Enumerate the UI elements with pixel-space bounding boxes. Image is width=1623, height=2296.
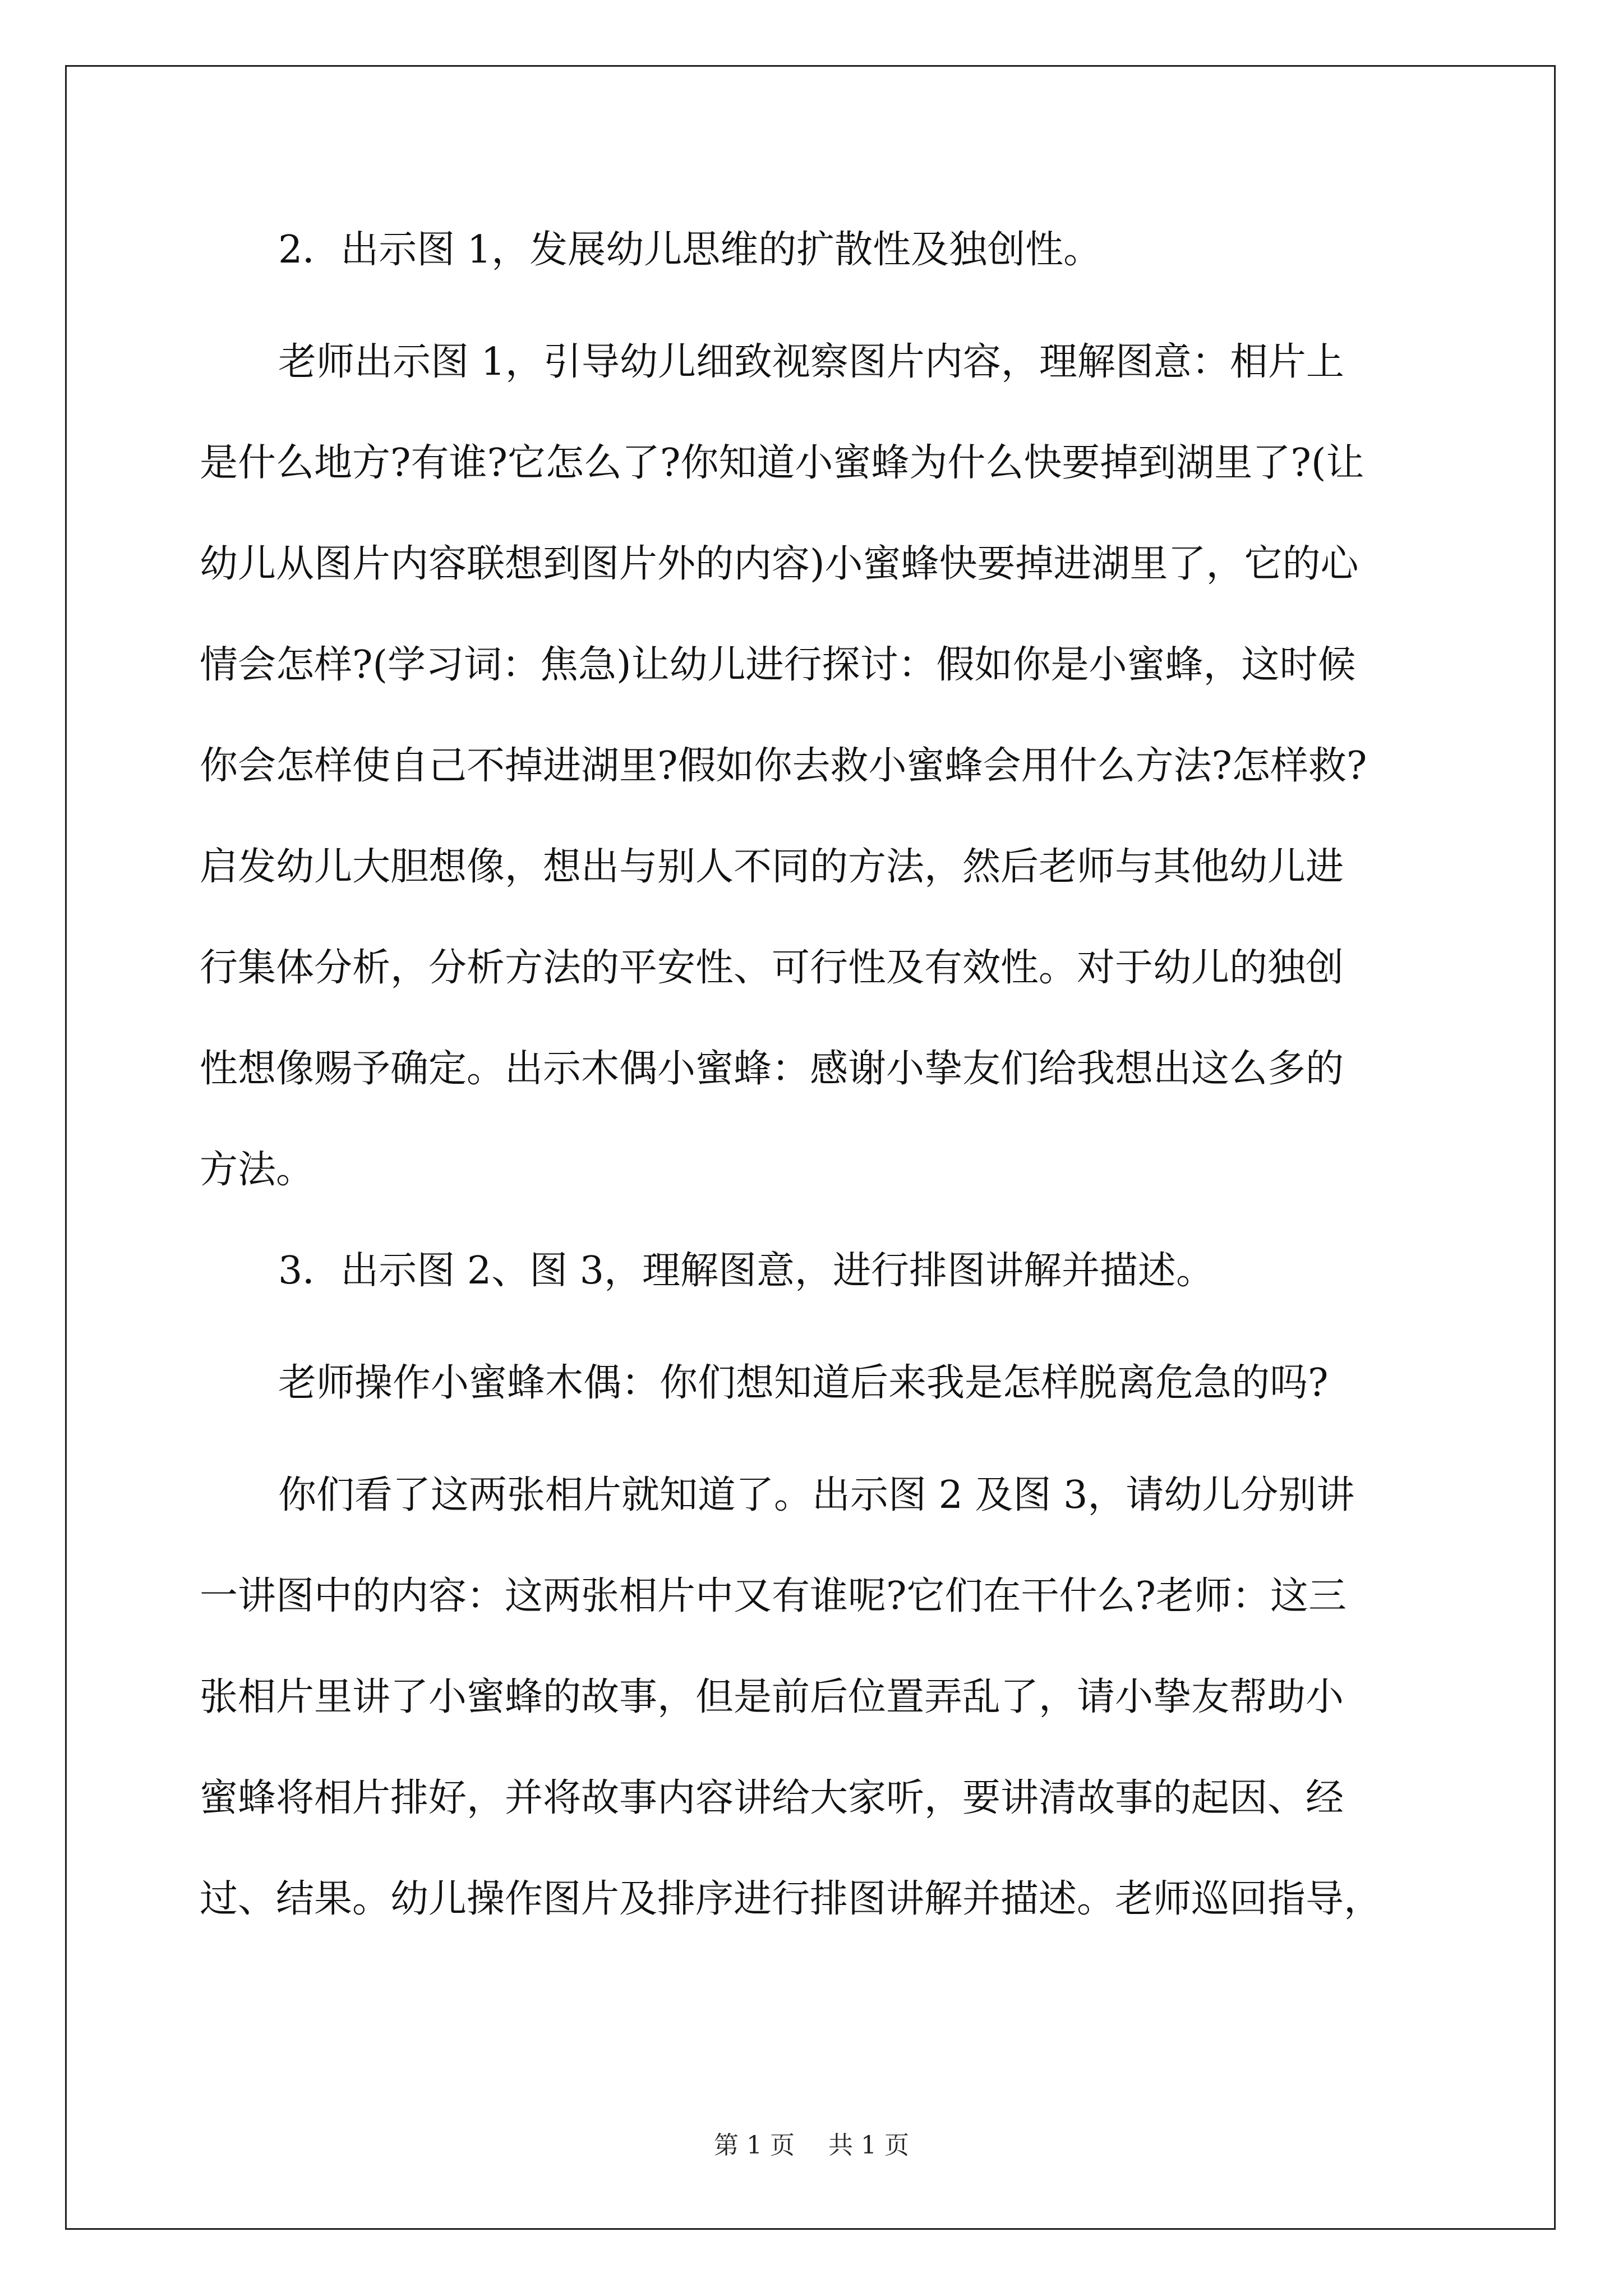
paragraph-line: 3．出示图 2、图 3，理解图意，进行排图讲解并描述。 (278, 1249, 1215, 1293)
paragraph-line: 过、结果。幼儿操作图片及排序进行排图讲解并描述。老师巡回指导， (200, 1877, 1382, 1921)
paragraph-line: 老师出示图 1，引导幼儿细致视察图片内容，理解图意：相片上 (278, 340, 1344, 384)
page-footer (0, 2132, 1623, 2160)
paragraph-line: 行集体分析，分析方法的平安性、可行性及有效性。对于幼儿的独创 (200, 946, 1344, 990)
paragraph-line: 老师操作小蜜蜂木偶：你们想知道后来我是怎样脱离危急的吗? (278, 1361, 1329, 1405)
paragraph-line: 性想像赐予确定。出示木偶小蜜蜂：感谢小挚友们给我想出这么多的 (200, 1047, 1344, 1091)
page-number: 第 1 页 (714, 2131, 795, 2160)
paragraph-line: 蜜蜂将相片排好，并将故事内容讲给大家听，要讲清故事的起因、经 (200, 1776, 1344, 1820)
paragraph-line: 情会怎样?(学习词：焦急)让幼儿进行探讨：假如你是小蜜蜂，这时候 (200, 643, 1356, 687)
paragraph-line: 张相片里讲了小蜜蜂的故事，但是前后位置弄乱了，请小挚友帮助小 (200, 1675, 1344, 1719)
paragraph-line: 一讲图中的内容：这两张相片中又有谁呢?它们在干什么?老师：这三 (200, 1574, 1347, 1618)
paragraph-line: 启发幼儿大胆想像，想出与别人不同的方法，然后老师与其他幼儿进 (200, 845, 1344, 889)
paragraph-line: 是什么地方?有谁?它怎么了?你知道小蜜蜂为什么快要掉到湖里了?(让 (200, 441, 1364, 485)
page-total: 共 1 页 (828, 2131, 909, 2160)
paragraph-line: 2．出示图 1，发展幼儿思维的扩散性及独创性。 (278, 228, 1102, 272)
paragraph-line: 方法。 (200, 1148, 315, 1192)
paragraph-line: 你们看了这两张相片就知道了。出示图 2 及图 3，请幼儿分别讲 (278, 1473, 1355, 1517)
paragraph-line: 你会怎样使自己不掉进湖里?假如你去救小蜜蜂会用什么方法?怎样救? (200, 744, 1367, 788)
paragraph-line: 幼儿从图片内容联想到图片外的内容)小蜜蜂快要掉进湖里了，它的心 (200, 542, 1359, 586)
